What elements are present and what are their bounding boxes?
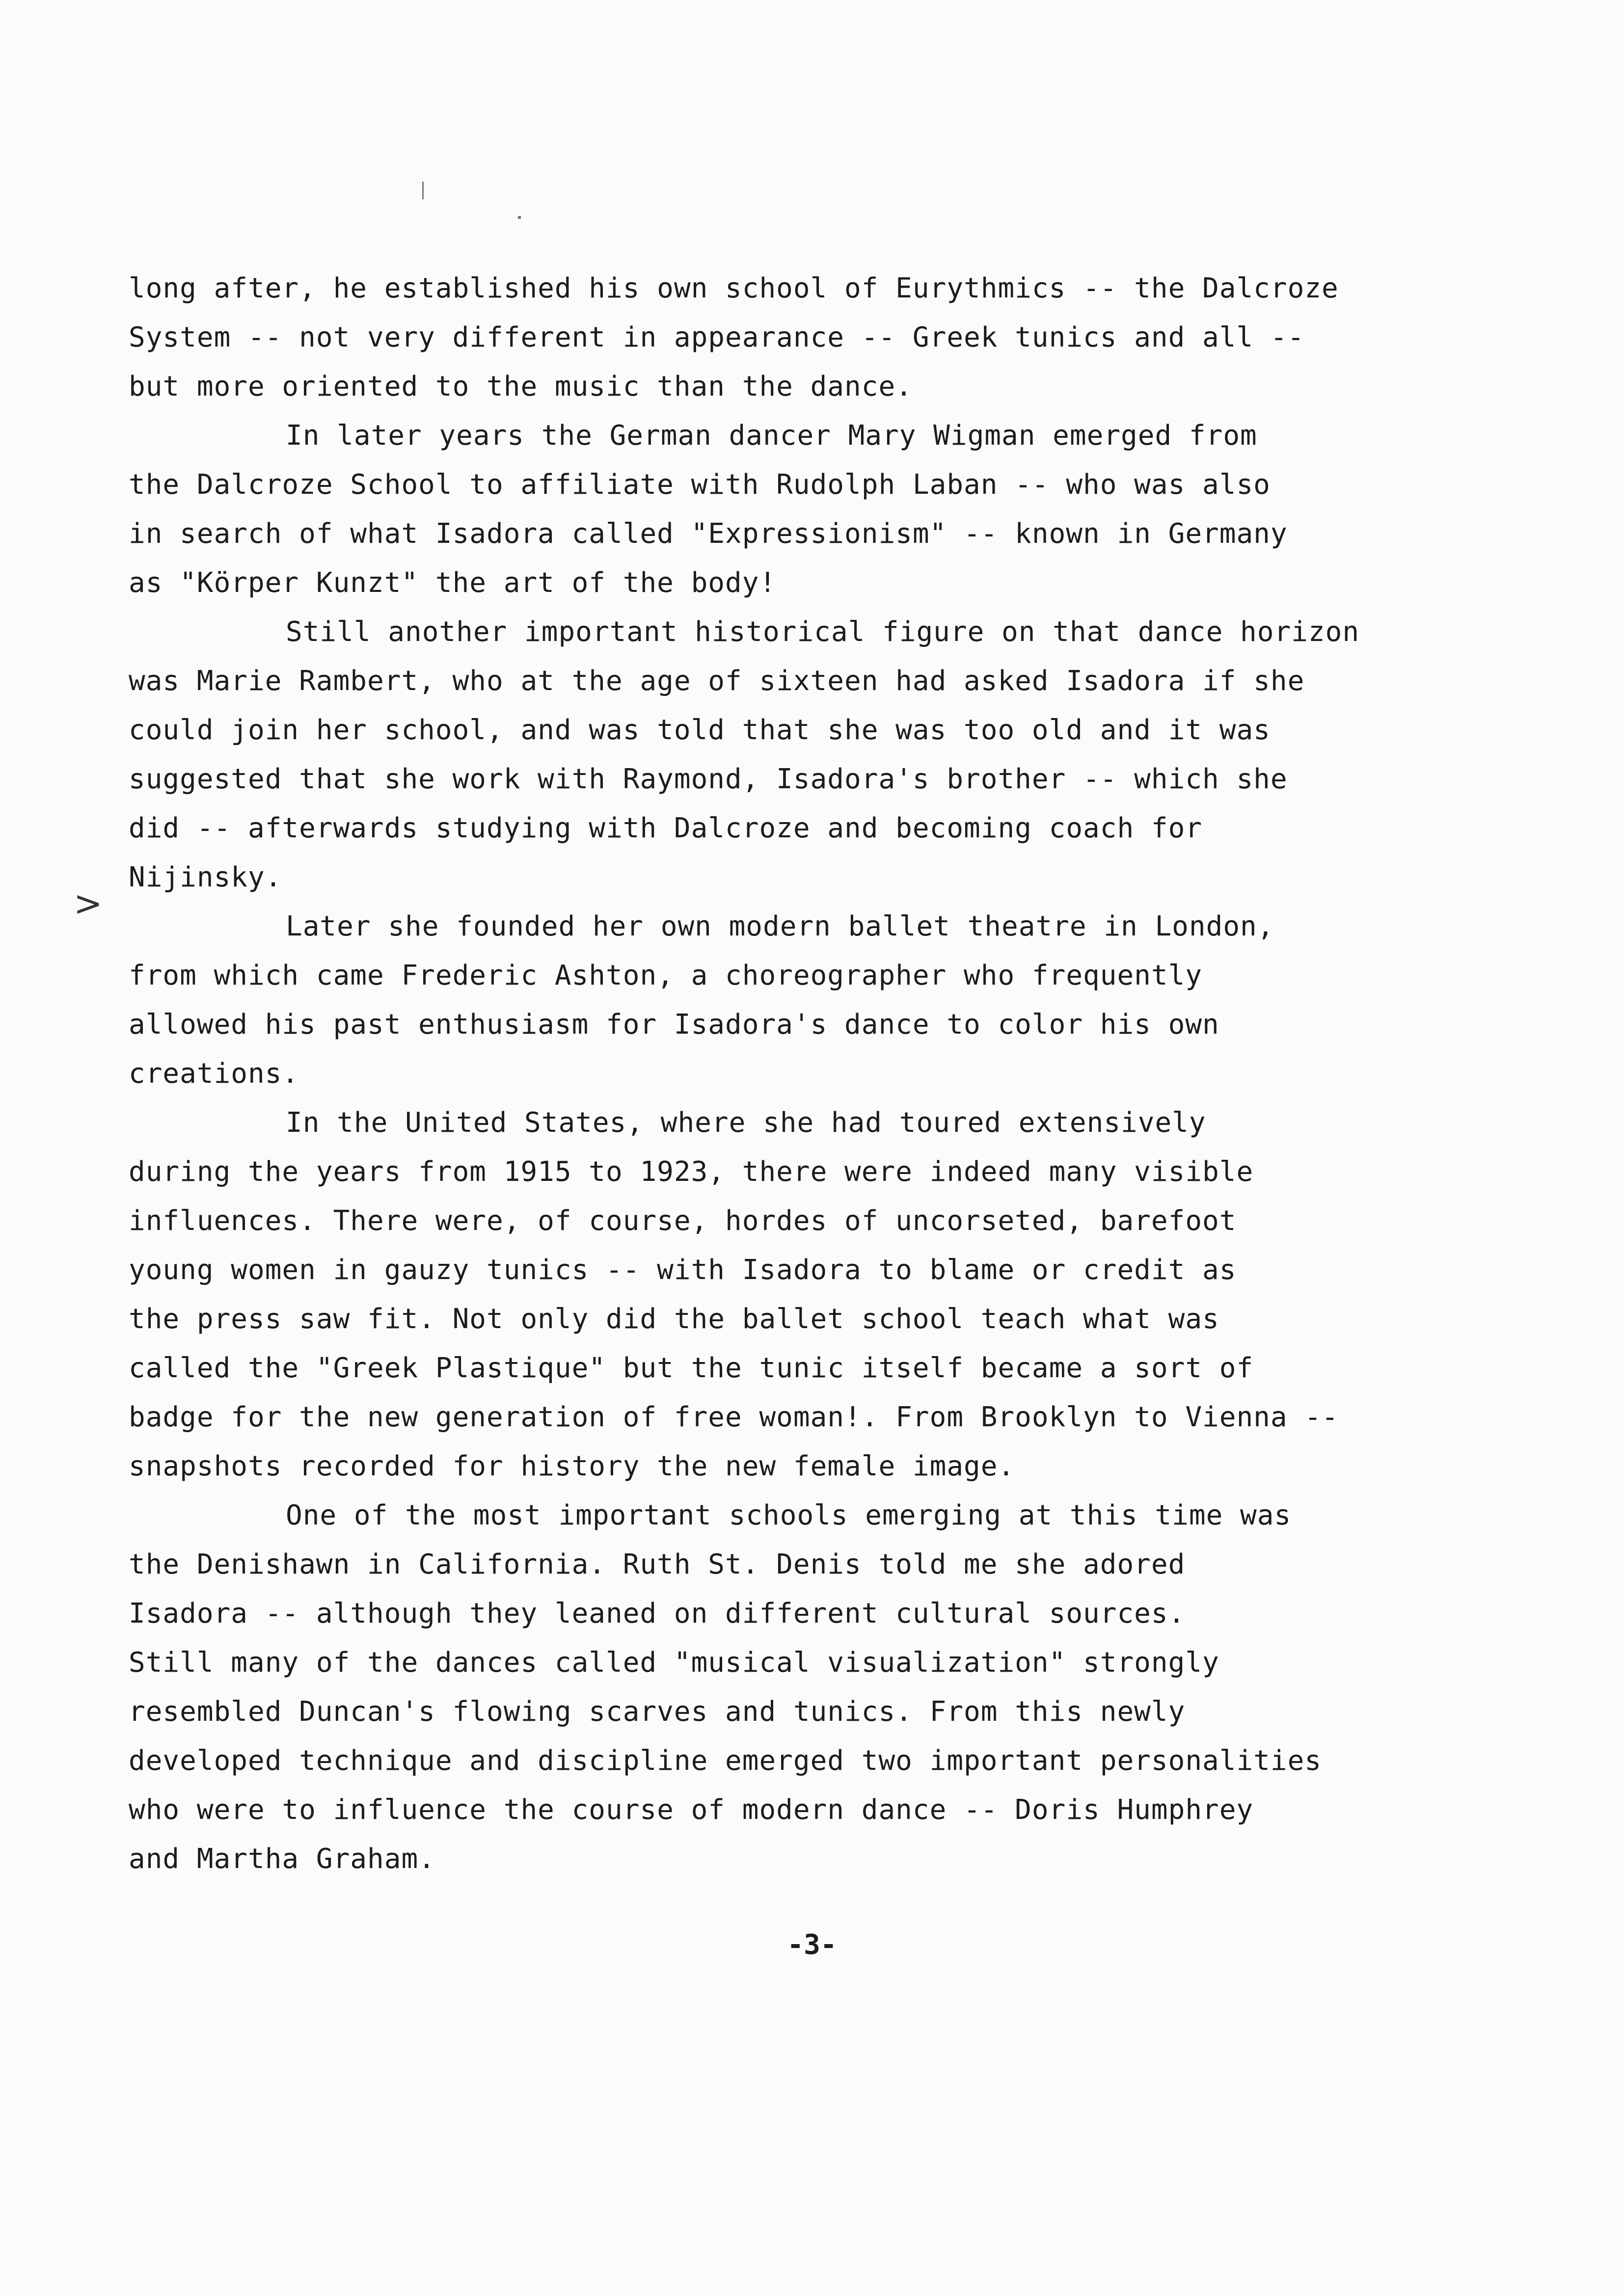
text-line: was Marie Rambert, who at the age of sixteen had asked Isadora if she [129, 665, 1305, 697]
text-line: young women in gauzy tunics -- with Isadora to blame or credit as [129, 1254, 1237, 1286]
margin-mark: > [74, 883, 103, 924]
text-line: Still another important historical figure on that dance horizon [286, 616, 1360, 648]
text-line: the press saw fit. Not only did the ballet school teach what was [129, 1303, 1219, 1335]
text-line: badge for the new generation of free woman!. From Brooklyn to Vienna -- [129, 1401, 1339, 1433]
text-line: Later she founded her own modern ballet theatre in London, [286, 910, 1274, 942]
text-line: In later years the German dancer Mary Wigman emerged from [286, 420, 1257, 452]
text-line: developed technique and discipline emerged two important personalities [129, 1745, 1322, 1777]
text-line: called the "Greek Plastique" but the tunic itself became a sort of [129, 1352, 1254, 1384]
text-line: but more oriented to the music than the dance. [129, 371, 913, 402]
text-line: Still many of the dances called "musical visualization" strongly [129, 1647, 1219, 1679]
scan-speck [518, 216, 521, 219]
text-line: during the years from 1915 to 1923, there were indeed many visible [129, 1156, 1254, 1188]
text-line: could join her school, and was told that she was too old and it was [129, 714, 1271, 746]
text-line: from which came Frederic Ashton, a choreographer who frequently [129, 960, 1203, 991]
text-line: long after, he established his own school of Eurythmics -- the Dalcroze [129, 272, 1339, 304]
text-line: in search of what Isadora called "Expressionism" -- known in Germany [129, 518, 1288, 550]
text-line: as "Körper Kunzt" the art of the body! [129, 567, 777, 599]
text-line: In the United States, where she had toured extensively [286, 1107, 1206, 1139]
text-line: snapshots recorded for history the new female image. [129, 1450, 1015, 1482]
text-line: the Denishawn in California. Ruth St. Denis told me she adored [129, 1548, 1186, 1580]
text-line: One of the most important schools emerging at this time was [286, 1499, 1292, 1531]
document-body [129, 264, 1552, 1884]
text-line: Isadora -- although they leaned on different cultural sources. [129, 1598, 1186, 1629]
text-line: resembled Duncan's flowing scarves and tunics. From this newly [129, 1696, 1186, 1728]
text-line: the Dalcroze School to affiliate with Rudolph Laban -- who was also [129, 469, 1271, 501]
text-line: suggested that she work with Raymond, Isadora's brother -- which she [129, 763, 1288, 795]
text-line: and Martha Graham. [129, 1843, 435, 1875]
text-line: creations. [129, 1058, 299, 1090]
text-line: did -- afterwards studying with Dalcroze and becoming coach for [129, 812, 1203, 844]
page-number: -3- [787, 1929, 837, 1961]
text-line: allowed his past enthusiasm for Isadora's dance to color his own [129, 1009, 1219, 1041]
scan-speck [422, 182, 424, 199]
text-line: who were to influence the course of modern dance -- Doris Humphrey [129, 1794, 1254, 1826]
text-line: Nijinsky. [129, 861, 282, 893]
text-line: System -- not very different in appearance -- Greek tunics and all -- [129, 321, 1305, 353]
text-line: influences. There were, of course, hordes of uncorseted, barefoot [129, 1205, 1237, 1237]
